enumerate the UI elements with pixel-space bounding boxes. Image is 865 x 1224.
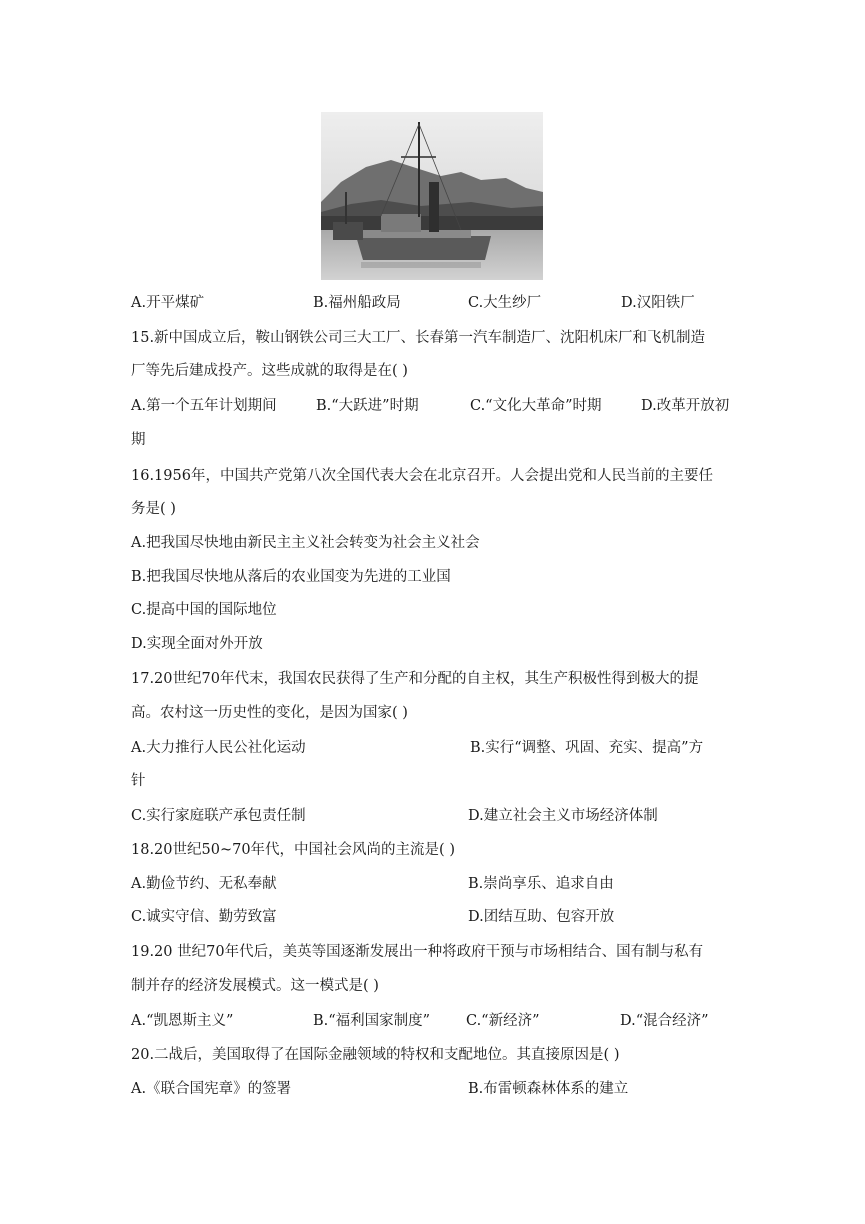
q18-option-b: B.崇尚享乐、追求自由 bbox=[468, 876, 614, 892]
q16-option-c: C.提高中国的国际地位 bbox=[131, 602, 277, 618]
q16-option-d: D.实现全面对外开放 bbox=[131, 636, 263, 652]
q15-option-c: C.“文化大革命”时期 bbox=[470, 398, 602, 414]
q15-option-d-continued: 期 bbox=[131, 432, 146, 448]
q17-option-b-continued: 针 bbox=[131, 773, 146, 789]
q20-option-b: B.布雷顿森林体系的建立 bbox=[468, 1081, 629, 1097]
q18-option-d: D.团结互助、包容开放 bbox=[468, 909, 615, 925]
q19-stem-line1: 19.20 世纪70年代后，美英等国逐渐发展出一种将政府干预与市场相结合、国有制与私有 bbox=[131, 944, 704, 960]
q20-stem-line1: 20.二战后，美国取得了在国际金融领域的特权和支配地位。其直接原因是( ) bbox=[131, 1047, 620, 1063]
steamship-photo bbox=[321, 112, 543, 280]
q14-option-c: C.大生纱厂 bbox=[468, 295, 542, 311]
q17-stem-line2: 高。农村这一历史性的变化，是因为国家( ) bbox=[131, 705, 408, 721]
q14-option-b: B.福州船政局 bbox=[313, 295, 401, 311]
q15-option-a: A.第一个五年计划期间 bbox=[131, 398, 277, 414]
q17-option-c: C.实行家庭联产承包责任制 bbox=[131, 808, 306, 824]
q19-stem-line2: 制并存的经济发展模式。这一模式是( ) bbox=[131, 978, 379, 994]
q18-option-a: A.勤俭节约、无私奉献 bbox=[131, 876, 277, 892]
q16-option-b: B.把我国尽快地从落后的农业国变为先进的工业国 bbox=[131, 569, 451, 585]
q18-option-c: C.诚实守信、勤劳致富 bbox=[131, 909, 277, 925]
q20-option-a: A.《联合国宪章》的签署 bbox=[131, 1081, 292, 1097]
q19-option-c: C.“新经济” bbox=[466, 1013, 540, 1029]
q19-option-a: A.“凯恩斯主义” bbox=[131, 1013, 234, 1029]
q18-stem-line1: 18.20世纪50~70年代，中国社会风尚的主流是( ) bbox=[131, 842, 455, 858]
q14-option-d: D.汉阳铁厂 bbox=[621, 295, 695, 311]
q15-stem-line2: 厂等先后建成投产。这些成就的取得是在( ) bbox=[131, 363, 408, 379]
q17-option-a: A.大力推行人民公社化运动 bbox=[131, 740, 306, 756]
q17-stem-line1: 17.20世纪70年代末，我国农民获得了生产和分配的自主权，其生产积极性得到极大的提 bbox=[131, 671, 699, 687]
q19-option-d: D.“混合经济” bbox=[620, 1013, 709, 1029]
q15-stem-line1: 15.新中国成立后，鞍山钢铁公司三大工厂、长春第一汽车制造厂、沈阳机床厂和飞机制造 bbox=[131, 330, 706, 346]
q16-option-a: A.把我国尽快地由新民主主义社会转变为社会主义社会 bbox=[131, 535, 480, 551]
q14-option-a: A.开平煤矿 bbox=[131, 295, 205, 311]
q15-option-d: D.改革开放初 bbox=[641, 398, 730, 414]
q16-stem-line1: 16.1956年，中国共产党第八次全国代表大会在北京召开。人会提出党和人民当前的主要任 bbox=[131, 468, 713, 484]
q15-option-b: B.“大跃进”时期 bbox=[316, 398, 419, 414]
q17-option-b: B.实行“调整、巩固、充实、提高”方 bbox=[470, 740, 704, 756]
q17-option-d: D.建立社会主义市场经济体制 bbox=[468, 808, 658, 824]
q19-option-b: B.“福利国家制度” bbox=[313, 1013, 431, 1029]
q16-stem-line2: 务是( ) bbox=[131, 501, 176, 517]
